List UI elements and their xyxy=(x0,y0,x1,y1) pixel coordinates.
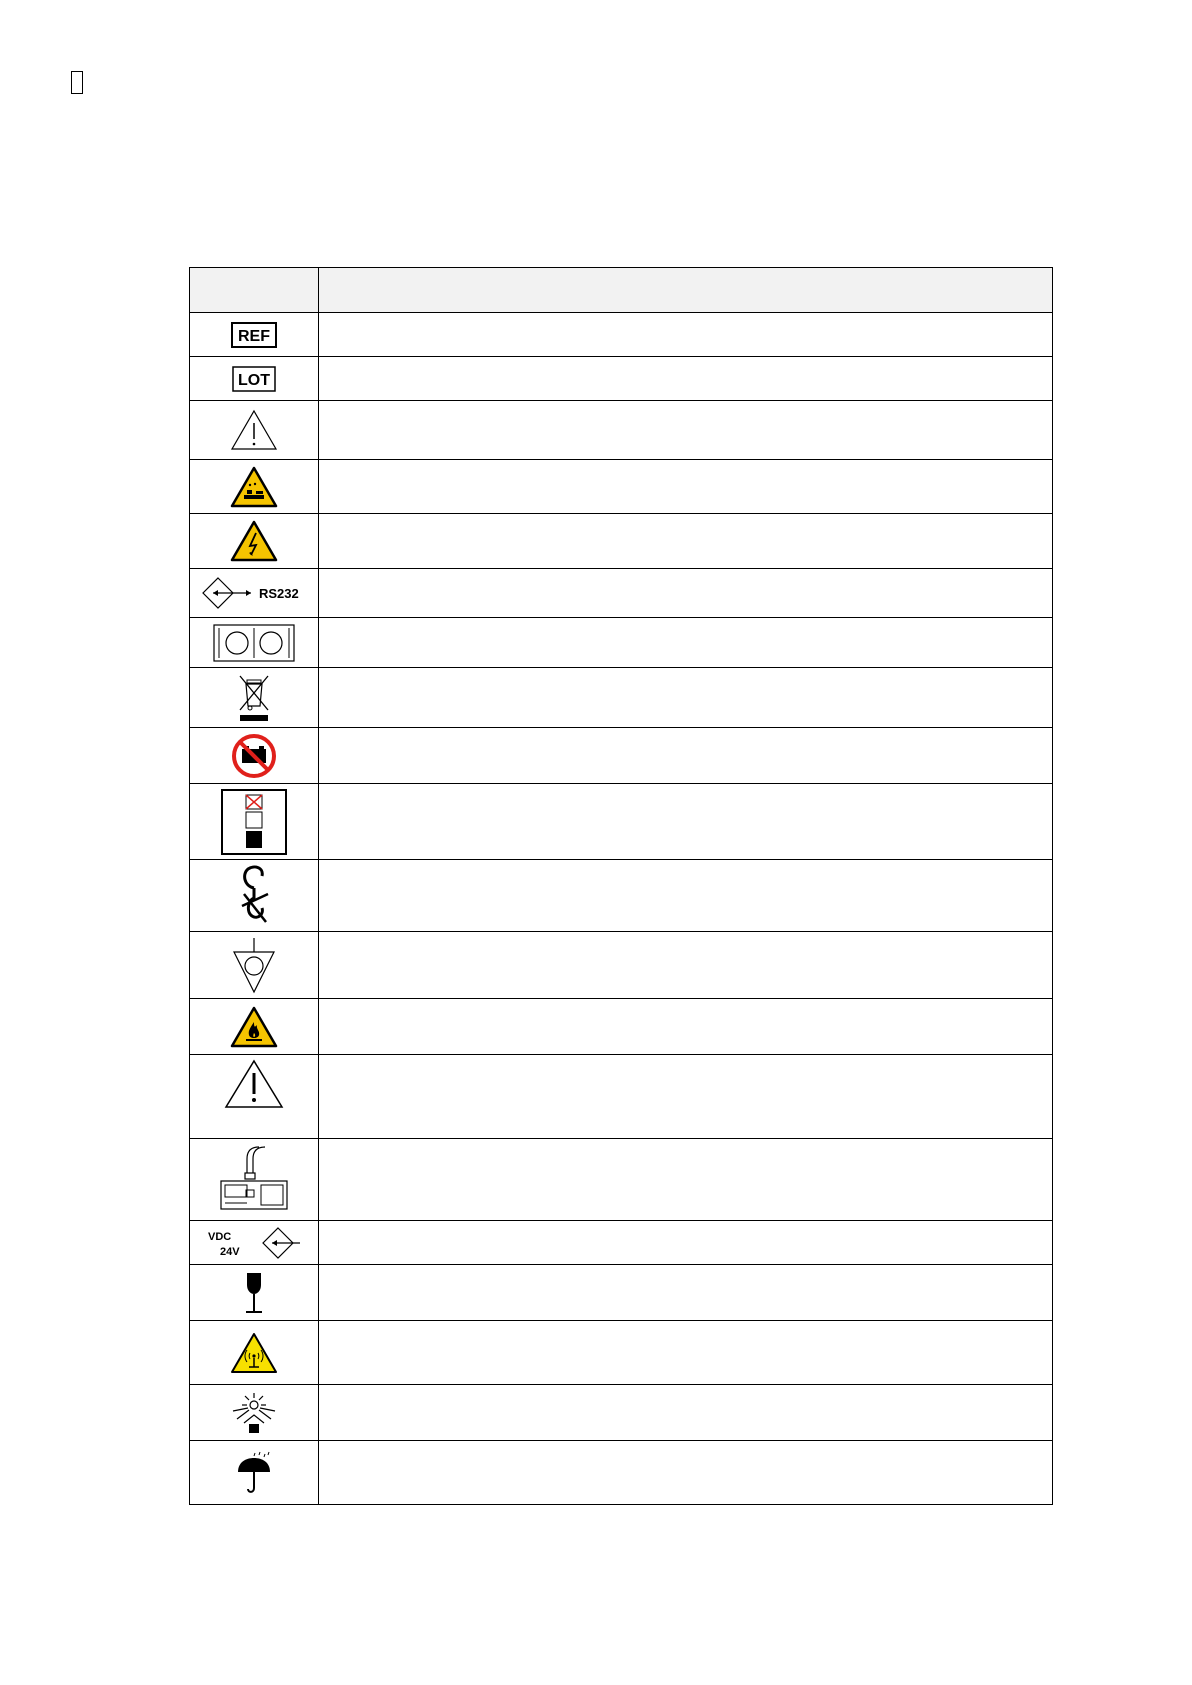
table-row xyxy=(190,1265,1053,1321)
row-description xyxy=(319,1441,1053,1505)
non-ionizing-radiation-warning-icon xyxy=(230,1332,278,1374)
table-row xyxy=(190,460,1053,514)
corrosive-warning-icon xyxy=(230,466,278,508)
lot-icon-text: LOT xyxy=(238,371,270,389)
row-description xyxy=(319,728,1053,784)
row-description xyxy=(319,514,1053,569)
row-description xyxy=(319,618,1053,668)
row-description xyxy=(319,460,1053,514)
table-row xyxy=(190,313,1053,357)
table-row xyxy=(190,1385,1053,1441)
row-description xyxy=(319,1265,1053,1321)
general-warning-icon xyxy=(224,1059,284,1109)
row-description xyxy=(319,313,1053,357)
equipotential-icon xyxy=(232,936,276,994)
rs232-icon-text: RS232 xyxy=(259,586,299,601)
24v-icon-text: 24V xyxy=(220,1245,240,1258)
table-row xyxy=(190,668,1053,728)
table-row xyxy=(190,514,1053,569)
weee-crossed-bin-icon xyxy=(236,672,272,724)
row-description xyxy=(319,357,1053,401)
row-description xyxy=(319,668,1053,728)
keep-dry-umbrella-icon xyxy=(234,1450,274,1496)
table-row xyxy=(190,401,1053,460)
keep-away-from-sunlight-icon xyxy=(231,1391,277,1435)
row-description xyxy=(319,999,1053,1055)
flammable-warning-icon xyxy=(230,1006,278,1048)
dc-power-input-icon xyxy=(206,1226,302,1260)
lifting-hook-icon xyxy=(234,864,274,928)
no-battery-disposal-icon xyxy=(230,733,278,779)
fragile-glass-icon xyxy=(239,1271,269,1315)
header-description-cell xyxy=(319,268,1053,313)
electric-shock-warning-icon xyxy=(230,520,278,562)
table-row xyxy=(190,784,1053,860)
ref-catalogue-number-icon xyxy=(231,322,277,348)
header-symbol-cell xyxy=(190,268,319,313)
table-row xyxy=(190,932,1053,999)
row-description xyxy=(319,1321,1053,1385)
lot-batch-code-icon xyxy=(232,366,276,392)
ref-icon-text: REF xyxy=(238,327,270,345)
table-row xyxy=(190,1055,1053,1139)
table-row xyxy=(190,569,1053,618)
rs232-port-icon xyxy=(201,576,307,610)
table-header-row xyxy=(190,268,1053,313)
table-row xyxy=(190,357,1053,401)
page-corner-mark xyxy=(71,71,83,94)
table-row xyxy=(190,1221,1053,1265)
row-description xyxy=(319,569,1053,618)
table-row xyxy=(190,860,1053,932)
table-row xyxy=(190,1321,1053,1385)
vdc-icon-text: VDC xyxy=(208,1230,232,1243)
row-description xyxy=(319,1385,1053,1441)
table-row xyxy=(190,1139,1053,1221)
row-description xyxy=(319,1139,1053,1221)
row-description xyxy=(319,401,1053,460)
row-description xyxy=(319,784,1053,860)
symbols-table xyxy=(189,267,1053,1505)
dual-fuse-holder-icon xyxy=(213,624,295,662)
stacking-limit-icon xyxy=(221,789,287,855)
power-cable-connection-icon xyxy=(219,1143,289,1217)
table-row xyxy=(190,1441,1053,1505)
row-description xyxy=(319,932,1053,999)
table-row xyxy=(190,999,1053,1055)
table-row xyxy=(190,618,1053,668)
row-description xyxy=(319,1055,1053,1139)
caution-icon xyxy=(230,409,278,451)
row-description xyxy=(319,860,1053,932)
table-row xyxy=(190,728,1053,784)
row-description xyxy=(319,1221,1053,1265)
